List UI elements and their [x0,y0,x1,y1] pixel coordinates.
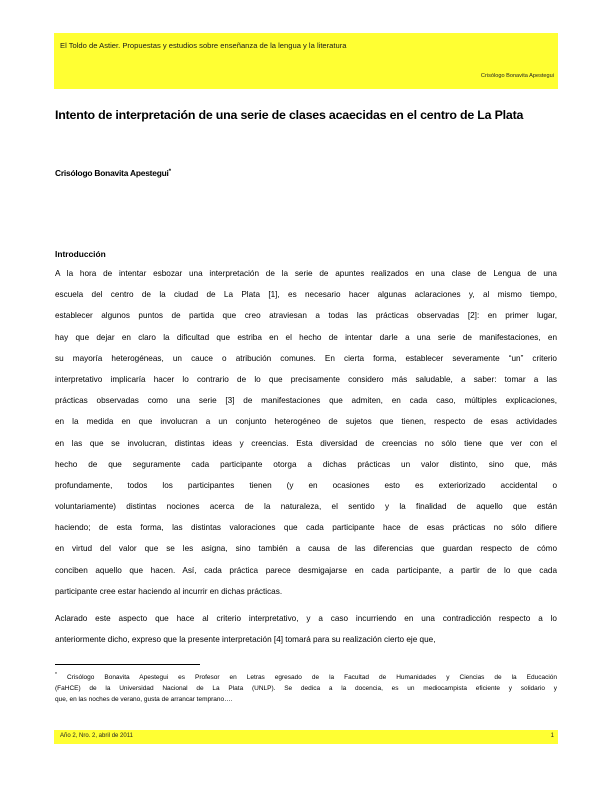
paragraph-line: establecer algunos puntos de partida que creo atraviesan a todas las prácticas observadas [2]: en primer lugar, [55,311,557,321]
paragraph-line: prácticas observadas como una serie [3] de manifestaciones que admiten, en cada caso, múltiples explicaciones, [55,396,557,406]
footnote-line [55,694,557,705]
journal-title: El Toldo de Astier. Propuestas y estudios sobre enseñanza de la lengua y la literatura [60,41,347,50]
footnote-text: que, en las noches de verano, gusta de arrancar temprano…. [55,696,233,703]
footnote [55,670,557,705]
paragraph-line: en virtud del valor que se les asigna, sino también a causa de las diferencias que guardan respecto de cómo [55,544,557,554]
footnote-line [55,670,557,683]
paragraph-line: interpretativo implicaría hacer lo contrario de lo que precisamente considero más saludable, a saber: tomar a las [55,374,557,384]
paragraph-line: haciendo; de esta forma, las distintas valoraciones que cada participante hace de esas prácticas no sólo difiere [55,523,557,533]
footnote-text: Crisólogo Bonavita Apestegui es Profesor en Letras egresado de la Facultad de Humanidades y Ciencias de la Educación [66,674,557,681]
paragraph-2 [55,613,557,655]
paragraph-line: voluntariamente) distintas nociones acerca de la naturaleza, el sentido y la finalidad de aquello que están [55,502,557,512]
header-author: Crisólogo Bonavita Apestegui [480,73,554,79]
paragraph-line: en la medida en que involucran a un conjunto heterogéneo de sujetos que tienen, respecto de esas actividades [55,417,557,427]
footnote-rule [55,664,200,665]
paragraph-line: Aclarado este aspecto que hace al criterio interpretativo, y a caso incurriendo en una contradicción respecto a lo [55,614,557,623]
footer-band [54,730,558,744]
paragraph-line: participante cree estar haciendo al incurrir en dichas prácticas. [55,586,283,596]
section-heading: Introducción [55,249,106,259]
author-footnote-mark: * [168,169,171,175]
article-title: Intento de interpretación de una serie de clases acaecidas en el centro de La Plata [55,108,524,122]
footnote-text: (FaHCE) de la Universidad Nacional de La Plata (UNLP). Se dedica a la docencia, es un mediocampista eficiente y solidario y [55,685,557,692]
paragraph-line: conciben aquello que hacen. Así, cada práctica parece desmigajarse en cada participante, a partir de lo que cada [55,565,557,575]
author-name: Crisólogo Bonavita Apestegui [55,168,169,178]
issue-info: Año 2, Nro. 2, abril de 2011 [60,733,133,739]
paragraph-line: en las que se involucran, distintas ideas y creencias. Esta diversidad de creencias no sólo tiene que ver con el [55,438,557,448]
paragraph-line: A la hora de intentar esbozar una interpretación de la serie de apuntes realizados en una clase de Lengua de una [55,269,557,278]
paragraph-line: profundamente, todos los participantes tienen (y en ocasiones esto es exteriorizado accidental o [55,480,557,490]
footnote-line [55,683,557,694]
paragraph-line: anteriormente dicho, expreso que la presente interpretación [4] tomará para su realización cierto eje que, [55,635,436,645]
header-band [54,33,558,89]
paragraph-line: hecho de que seguramente cada participante otorga a dichas prácticas un valor distinto, sino que, más [55,459,557,469]
paragraph-line: escuela del centro de la ciudad de La Plata [1], es necesario hacer algunas aclaraciones y, al mismo tiempo, [55,290,557,300]
page-number: 1 [550,733,554,739]
paragraph-line: su mayoría heterogéneas, un cauce o atribución comunes. En cierta forma, establecer severamente “un” criterio [55,353,557,363]
paragraph-line: hay que dejar en claro la dificultad que estriba en el hecho de intentar darle a una serie de manifestaciones, en [55,332,557,342]
footnote-mark: * [55,672,57,678]
paragraph-1 [55,268,557,607]
byline [55,168,171,178]
